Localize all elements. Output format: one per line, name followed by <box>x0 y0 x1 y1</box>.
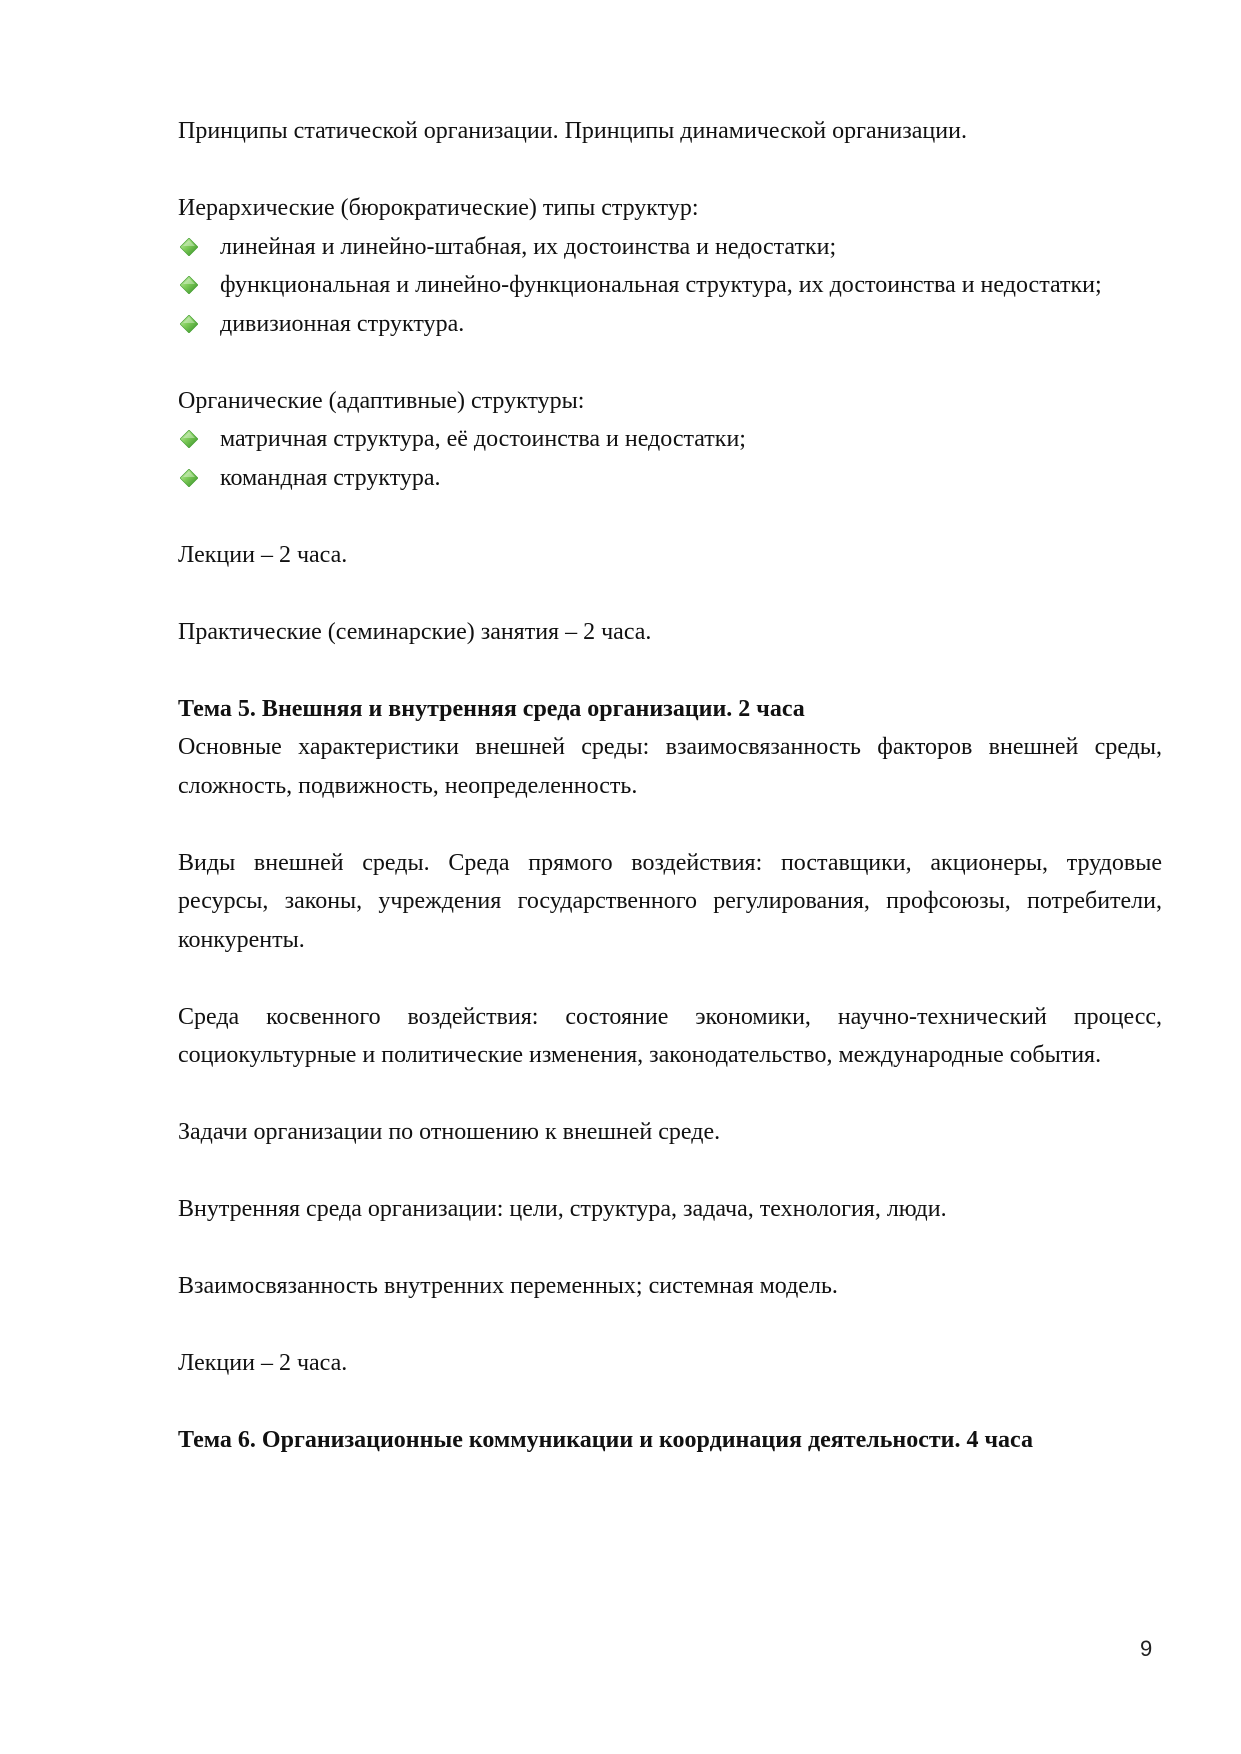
lectures-note: Лекции – 2 часа. <box>178 1350 348 1376</box>
list-item-text: дивизионная структура. <box>220 311 465 337</box>
topic-6-title: Тема 6. Организационные коммуникации и координация деятельности. 4 часа <box>178 1427 1033 1453</box>
green-diamond-bullet-icon <box>180 469 198 487</box>
green-diamond-bullet-icon <box>180 315 198 333</box>
list-item-text: командная структура. <box>220 465 441 491</box>
paragraph-line: Основные характеристики внешней среды: взаимосвязанность факторов внешней среды, <box>178 734 1162 760</box>
paragraph-tasks: Задачи организации по отношению к внешней среде. <box>178 1119 721 1145</box>
paragraph-line: сложность, подвижность, неопределенность. <box>178 773 638 799</box>
paragraph-line: Среда косвенного воздействия: состояние экономики, научно-технический процесс, <box>178 1004 1162 1030</box>
paragraph-line: ресурсы, законы, учреждения государственного регулирования, профсоюзы, потребители, <box>178 888 1162 914</box>
green-diamond-bullet-icon <box>180 238 198 256</box>
list-item-text: матричная структура, её достоинства и недостатки; <box>220 426 746 452</box>
paragraph-principles: Принципы статической организации. Принципы динамической организации. <box>178 118 967 144</box>
paragraph-interrelation: Взаимосвязанность внутренних переменных; системная модель. <box>178 1273 838 1299</box>
list-item-text: линейная и линейно-штабная, их достоинства и недостатки; <box>220 234 837 260</box>
organic-heading: Органические (адаптивные) структуры: <box>178 388 585 414</box>
list-item-text: функциональная и линейно-функциональная структура, их достоинства и недостатки; <box>220 272 1102 298</box>
paragraph-line: Виды внешней среды. Среда прямого воздействия: поставщики, акционеры, трудовые <box>178 850 1162 876</box>
paragraph-internal-env: Внутренняя среда организации: цели, структура, задача, технология, люди. <box>178 1196 947 1222</box>
lectures-note: Лекции – 2 часа. <box>178 542 348 568</box>
green-diamond-bullet-icon <box>180 430 198 448</box>
paragraph-line: социокультурные и политические изменения, законодательство, международные события. <box>178 1042 1102 1068</box>
topic-5-title: Тема 5. Внешняя и внутренняя среда организации. 2 часа <box>178 696 805 722</box>
practical-note: Практические (семинарские) занятия – 2 часа. <box>178 619 652 645</box>
page-number: 9 <box>1140 1636 1153 1661</box>
paragraph-line: конкуренты. <box>178 927 305 953</box>
hierarchical-heading: Иерархические (бюрократические) типы структур: <box>178 195 699 221</box>
green-diamond-bullet-icon <box>180 276 198 294</box>
